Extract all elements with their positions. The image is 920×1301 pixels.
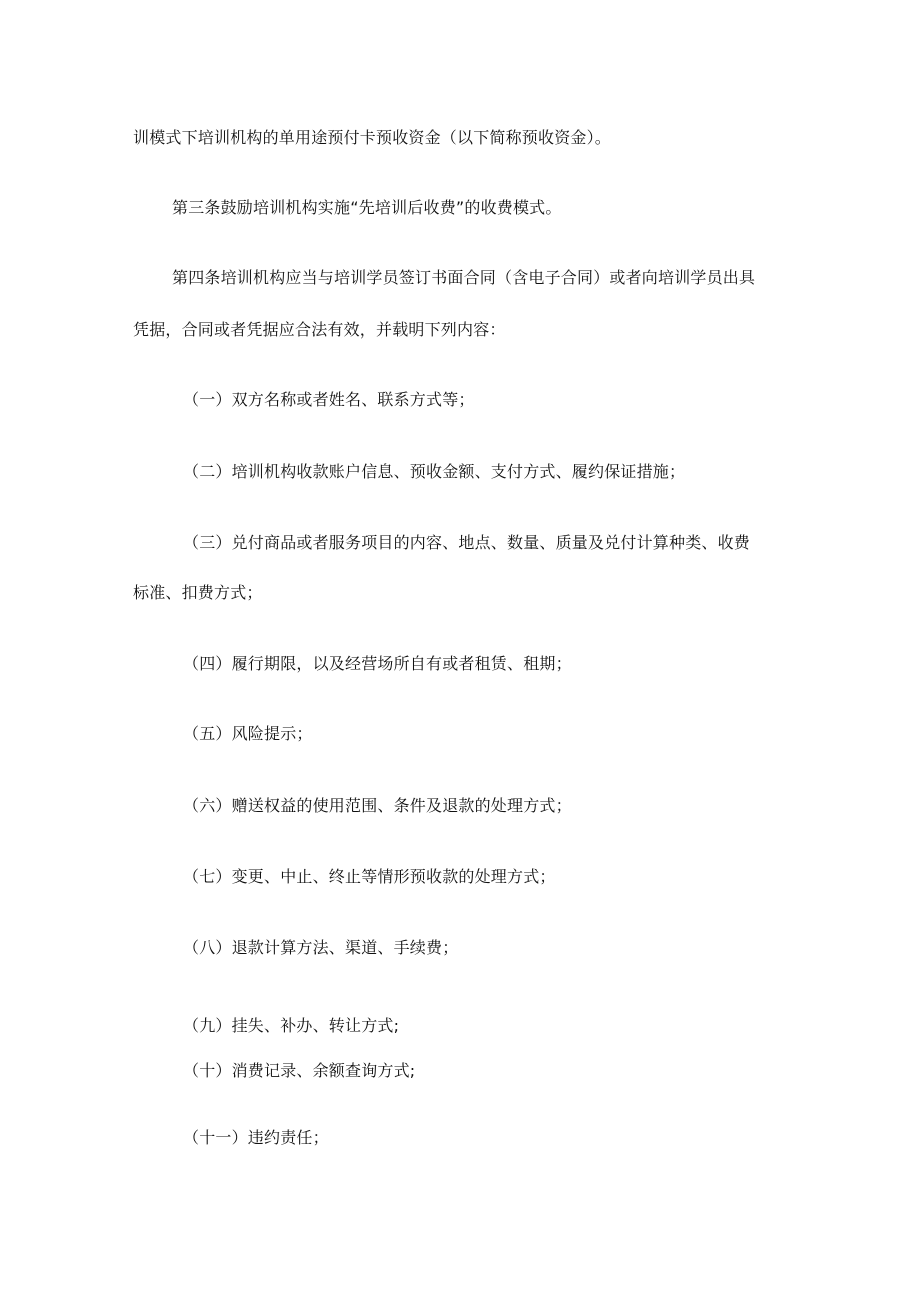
list-item-1: （一）双方名称或者姓名、联系方式等；: [183, 390, 475, 409]
list-item-2: （二）培训机构收款账户信息、预收金额、支付方式、履约保证措施；: [183, 462, 686, 481]
list-item-6: （六）赠送权益的使用范围、条件及退款的处理方式；: [183, 796, 572, 815]
list-item-5: （五）风险提示；: [183, 724, 313, 743]
list-item-3-line-1: （三）兑付商品或者服务项目的内容、地点、数量、质量及兑付计算种类、收费: [183, 533, 751, 552]
list-item-3-line-2: 标准、扣费方式；: [133, 583, 263, 602]
list-item-4: （四）履行期限，以及经营场所自有或者租赁、租期；: [183, 654, 572, 673]
article-4-text-line-2: 凭据，合同或者凭据应合法有效，并载明下列内容：: [133, 320, 506, 339]
list-item-10: （十）消费记录、余额查询方式;: [183, 1061, 416, 1080]
paragraph-line-continuation: 训模式下培训机构的单用途预付卡预收资金（以下简称预收资金）。: [133, 128, 612, 147]
list-item-8: （八）退款计算方法、渠道、手续费；: [183, 938, 459, 957]
article-4-text-line-1: 第四条培训机构应当与培训学员签订书面合同（含电子合同）或者向培训学员出具: [172, 268, 756, 287]
list-item-9: （九）挂失、补办、转让方式;: [183, 1016, 400, 1035]
article-3-text: 第三条鼓励培训机构实施“先培训后收费”的收费模式。: [172, 198, 562, 217]
list-item-7: （七）变更、中止、终止等情形预收款的处理方式；: [183, 867, 556, 886]
list-item-11: （十一）违约责任；: [183, 1128, 329, 1147]
